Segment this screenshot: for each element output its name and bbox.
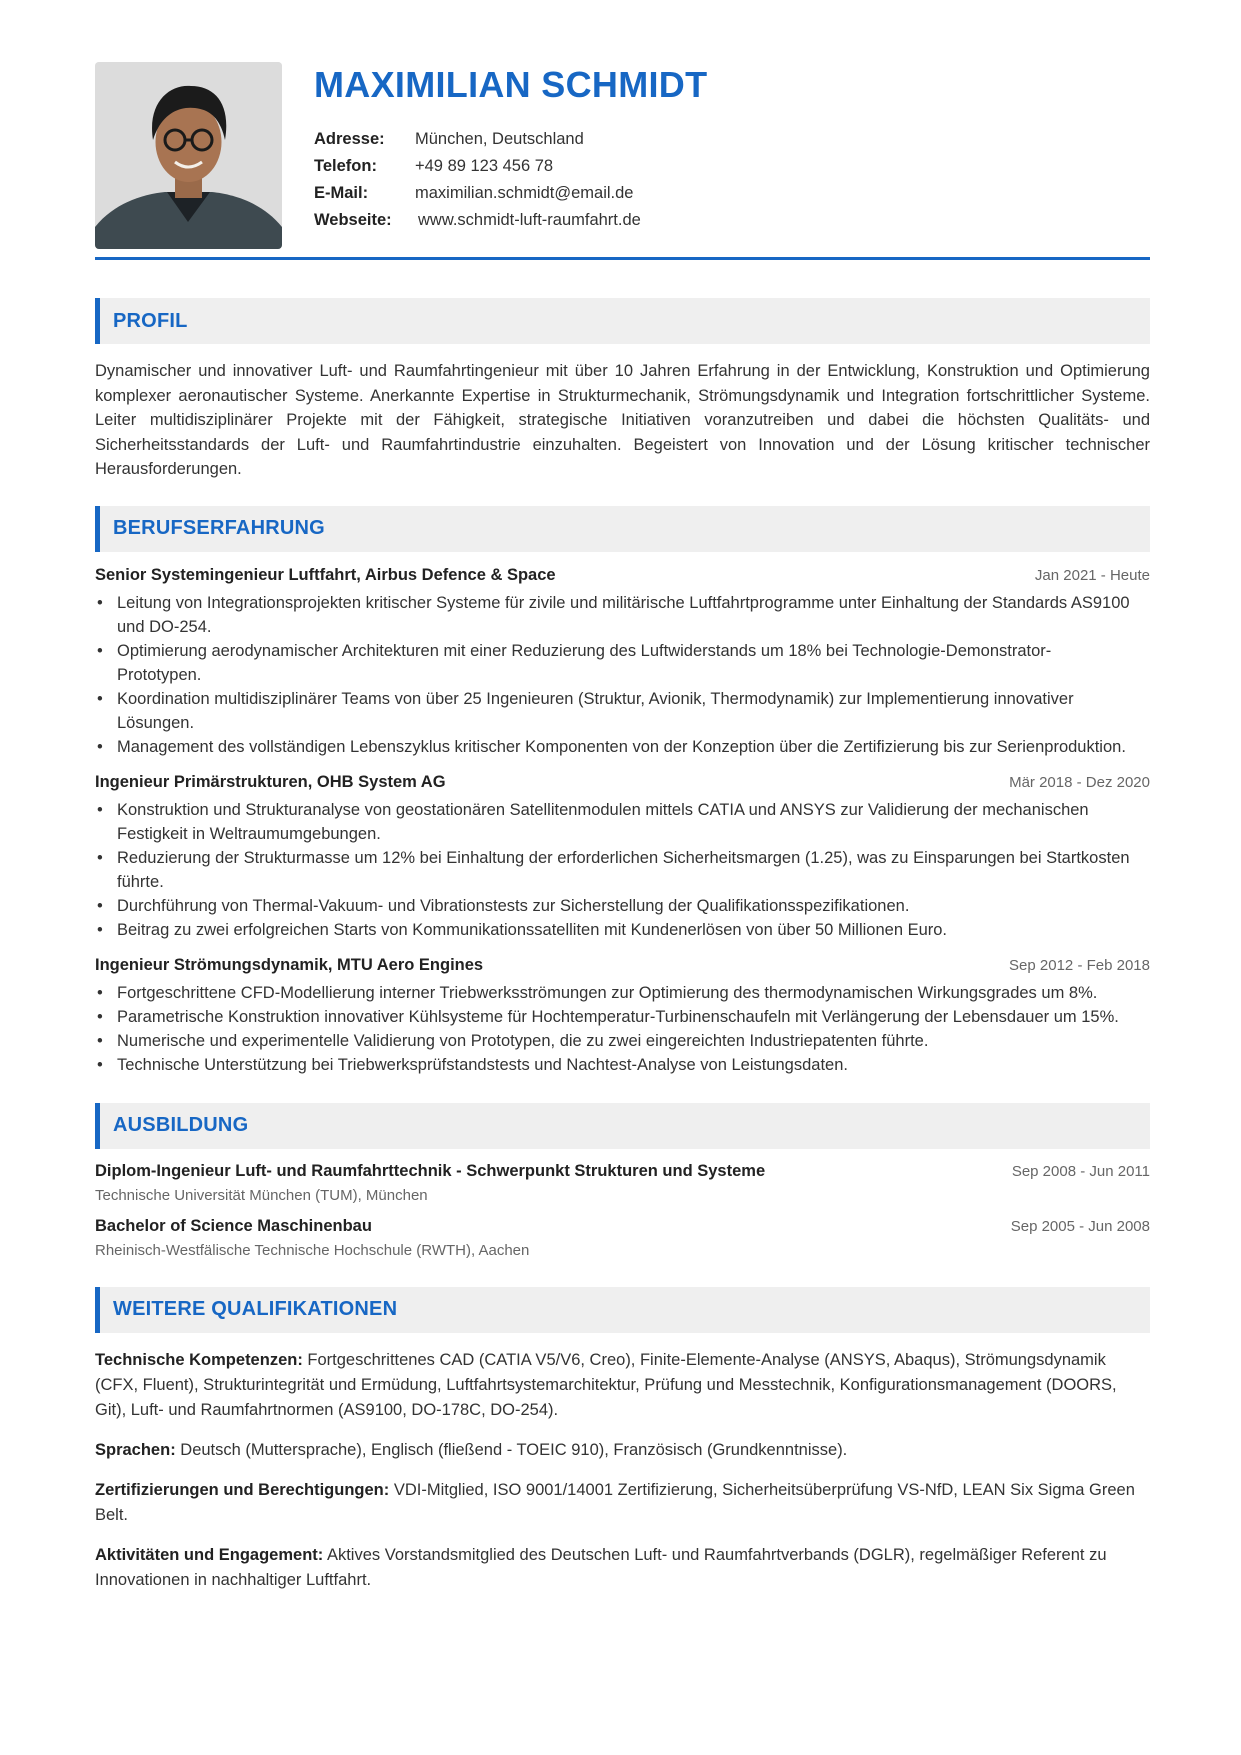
email-value[interactable]: maximilian.schmidt@email.de bbox=[415, 184, 634, 202]
contact-label: Webseite: bbox=[314, 211, 392, 229]
contact-row-website bbox=[314, 211, 641, 238]
profile-summary: Dynamischer und innovativer Luft- und Raumfahrtingenieur mit über 10 Jahren Erfahrung in der Entwicklung, Konstruktion und Optimierung komplexer aeronautischer Systeme. Anerkannte Expertise in Strukturmechanik, Strömungsdynamik und Integration fortschrittlicher Systeme. Leiter multidisziplinärer Projekte mit der Fähigkeit, strategische Initiativen voranzutreiben und dabei die höchsten Qualitäts- und Sicherheitsstandards der Luft- und Raumfahrtindustrie einzuhalten. Begeistert von Innovation und der Lösung kritischer technischer Herausforderungen. bbox=[95, 362, 1150, 478]
education-header bbox=[95, 1162, 1150, 1181]
job-date: Sep 2012 - Feb 2018 bbox=[1009, 956, 1150, 974]
section-header-education bbox=[95, 1103, 1150, 1149]
qualification-text: VDI-Mitglied, ISO 9001/14001 Zertifizierung, Sicherheitsüberprüfung VS-NfD, LEAN Six Sigma Green Belt. bbox=[95, 1480, 1135, 1524]
qualification-technical bbox=[95, 1348, 1150, 1423]
education-header bbox=[95, 1217, 1150, 1236]
job-date: Mär 2018 - Dez 2020 bbox=[1009, 773, 1150, 791]
job-date: Jan 2021 - Heute bbox=[1034, 566, 1150, 584]
bullet-item: • Durchführung von Thermal-Vakuum- und Vibrationstests zur Sicherstellung der Qualifikationsspezifikationen. bbox=[117, 894, 1150, 918]
school-name: Rheinisch-Westfälische Technische Hochschule (RWTH), Aachen bbox=[95, 1241, 530, 1259]
bullet-item: • Management des vollständigen Lebenszyklus kritischer Komponenten von der Konzeption über die Zertifizierung bis zur Serienproduktion. bbox=[117, 735, 1150, 759]
job-entry bbox=[95, 566, 1150, 759]
degree-title: Diplom-Ingenieur Luft- und Raumfahrttechnik - Schwerpunkt Strukturen und Systeme bbox=[95, 1161, 766, 1180]
degree-title: Bachelor of Science Maschinenbau bbox=[95, 1216, 372, 1235]
bullet-item: • Koordination multidisziplinärer Teams von über 25 Ingenieuren (Struktur, Avionik, Thermodynamik) zur Implementierung innovativer Lösungen. bbox=[117, 687, 1150, 735]
phone-value: +49 89 123 456 78 bbox=[415, 157, 554, 175]
qualification-text: Fortgeschrittenes CAD (CATIA V5/V6, Creo), Finite-Elemente-Analyse (ANSYS, Abaqus), Strömungsdynamik (CFX, Fluent), Strukturintegrität und Ermüdung, Luftfahrtsystemarchitektur, Prüfung und Messtechnik, Konfigurationsmanagement (DOORS, Git), Luft- und Raumfahrtnormen (AS9100, DO-178C, DO-254). bbox=[95, 1350, 1117, 1419]
job-title: Ingenieur Primärstrukturen, OHB System AG bbox=[95, 772, 446, 791]
education-entry bbox=[95, 1217, 1150, 1259]
job-bullets bbox=[95, 798, 1150, 942]
job-title: Senior Systemingenieur Luftfahrt, Airbus Defence & Space bbox=[95, 565, 556, 584]
qualification-label: Technische Kompetenzen: bbox=[95, 1350, 303, 1369]
qualification-activities bbox=[95, 1543, 1150, 1593]
qualification-text: Aktives Vorstandsmitglied des Deutschen Luft- und Raumfahrtverbands (DGLR), regelmäßiger Referent zu Innovationen in nachhaltiger Luftfahrt. bbox=[95, 1545, 1107, 1589]
contact-row-address bbox=[314, 130, 641, 157]
contact-label: Adresse: bbox=[314, 130, 385, 148]
profile-photo bbox=[95, 62, 282, 249]
bullet-item: • Reduzierung der Strukturmasse um 12% bei Einhaltung der erforderlichen Sicherheitsmargen (1.25), was zu Einsparungen bei Startkosten führte. bbox=[117, 846, 1150, 894]
bullet-item: • Beitrag zu zwei erfolgreichen Starts von Kommunikationssatelliten mit Kundenerlösen von über 50 Millionen Euro. bbox=[117, 918, 1150, 942]
website-value[interactable]: www.schmidt-luft-raumfahrt.de bbox=[418, 211, 641, 229]
bullet-item: • Parametrische Konstruktion innovativer Kühlsysteme für Hochtemperatur-Turbinenschaufeln mit Verlängerung der Lebensdauer um 15%. bbox=[117, 1005, 1150, 1029]
section-title: BERUFSERFAHRUNG bbox=[113, 517, 325, 539]
education-date: Sep 2005 - Jun 2008 bbox=[1010, 1217, 1150, 1235]
section-title: PROFIL bbox=[113, 309, 188, 332]
section-title: WEITERE QUALIFIKATIONEN bbox=[113, 1298, 398, 1320]
bullet-item: • Fortgeschrittene CFD-Modellierung interner Triebwerksströmungen zur Optimierung des thermodynamischen Wirkungsgrades um 8%. bbox=[117, 981, 1150, 1005]
job-header bbox=[95, 956, 1150, 975]
qualification-certifications bbox=[95, 1478, 1150, 1528]
job-bullets bbox=[95, 591, 1150, 759]
section-title: AUSBILDUNG bbox=[113, 1114, 249, 1136]
contact-row-email bbox=[314, 184, 641, 211]
address-value: München, Deutschland bbox=[415, 130, 584, 148]
job-entry bbox=[95, 773, 1150, 942]
job-header bbox=[95, 566, 1150, 585]
qualification-text: Deutsch (Muttersprache), Englisch (fließend - TOEIC 910), Französisch (Grundkenntnisse). bbox=[180, 1440, 848, 1459]
bullet-item: • Technische Unterstützung bei Triebwerksprüfstandstests und Nachtest-Analyse von Leistungsdaten. bbox=[117, 1053, 1150, 1077]
resume-page bbox=[95, 62, 1150, 1593]
qualification-label: Aktivitäten und Engagement: bbox=[95, 1545, 324, 1564]
contact-block bbox=[314, 130, 641, 238]
contact-label: E-Mail: bbox=[314, 184, 369, 202]
section-header-profile bbox=[95, 298, 1150, 344]
section-header-qualifications bbox=[95, 1287, 1150, 1333]
bullet-item: • Optimierung aerodynamischer Architekturen mit einer Reduzierung des Luftwiderstands um 18% bei Technologie-Demonstrator-Prototypen. bbox=[117, 639, 1150, 687]
resume-header bbox=[95, 62, 1150, 257]
candidate-name: MAXIMILIAN SCHMIDT bbox=[314, 64, 708, 105]
qualification-label: Sprachen: bbox=[95, 1440, 176, 1459]
education-entry bbox=[95, 1162, 1150, 1204]
education-date: Sep 2008 - Jun 2011 bbox=[1011, 1162, 1150, 1180]
contact-label: Telefon: bbox=[314, 157, 377, 175]
qualification-label: Zertifizierungen und Berechtigungen: bbox=[95, 1480, 390, 1499]
header-divider bbox=[95, 257, 1150, 260]
bullet-item: • Leitung von Integrationsprojekten kritischer Systeme für zivile und militärische Luftfahrtprogramme unter Einhaltung der Standards AS9100 und DO-254. bbox=[117, 591, 1150, 639]
section-header-experience bbox=[95, 506, 1150, 552]
qualification-languages bbox=[95, 1438, 1150, 1463]
bullet-item: • Konstruktion und Strukturanalyse von geostationären Satellitenmodulen mittels CATIA und ANSYS zur Validierung der mechanischen Festigkeit in Weltraumumgebungen. bbox=[117, 798, 1150, 846]
bullet-item: • Numerische und experimentelle Validierung von Prototypen, die zu zwei eingereichten Industriepatenten führte. bbox=[117, 1029, 1150, 1053]
job-bullets bbox=[95, 981, 1150, 1077]
job-header bbox=[95, 773, 1150, 792]
school-name: Technische Universität München (TUM), München bbox=[95, 1186, 428, 1204]
job-entry bbox=[95, 956, 1150, 1077]
contact-row-phone bbox=[314, 157, 641, 184]
job-title: Ingenieur Strömungsdynamik, MTU Aero Engines bbox=[95, 955, 484, 974]
